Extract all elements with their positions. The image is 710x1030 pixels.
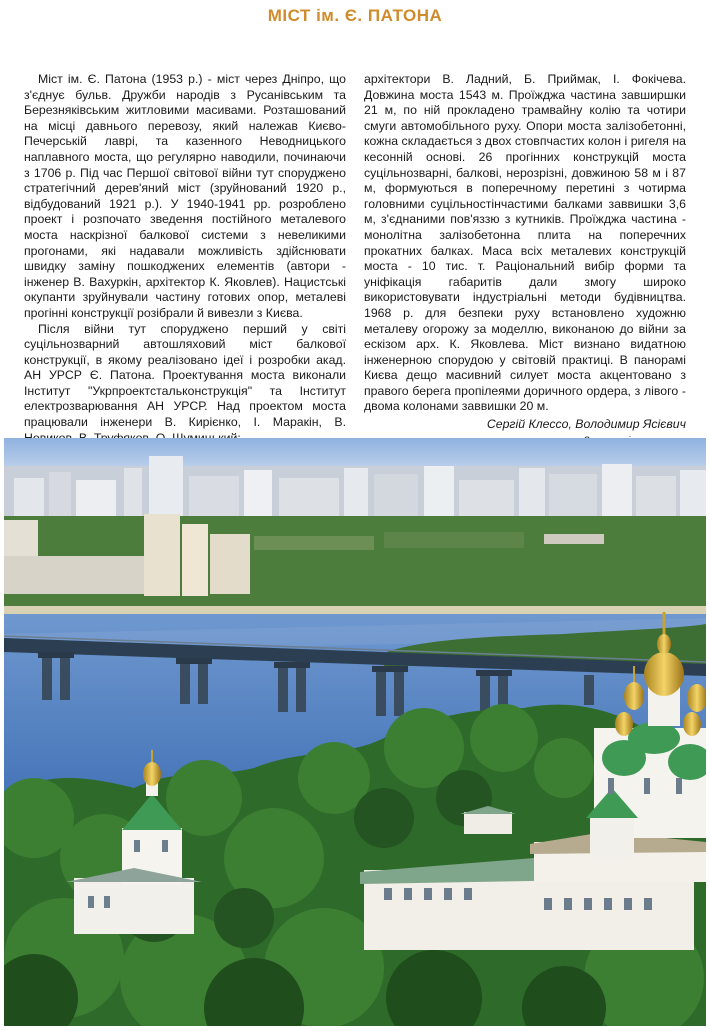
article-column-left bbox=[24, 72, 346, 446]
article-paragraph-1: Міст ім. Є. Патона (1953 р.) - міст через Дніпро, що з'єднує бульв. Дружби народів з Русанівським та Березняківським житловими масивами. Розташований на місці давнього перевозу, який належав Києво-Печерській лаврі, та казенного Неводницького наплавного моста, що регулярно наводили, починаючи з 1706 р. Під час Першої світової війни тут споруджено стратегічний дерев'яний міст (зруйнований 1920 р., відбудований 1921 р.). У 1940-1941 рр. розроблено проект і розпочато зведення постійного металевого моста наскрізної балкової системи з невеликими прогонами, які надавали можливість здійснювати швидку заміну пошкоджених елементів (автори - інженер В. Вахуркін, архітектор К. Яковлев). Нацистські окупанти зруйнували частину готових опор, металеві прогінні конструкції розібрали й вивезли з Києва. bbox=[24, 72, 346, 320]
article-paragraph-3: архітектори В. Ладний, Б. Приймак, І. Фокічева. Довжина моста 1543 м. Проїжджа частина завширшки 21 м, по ній прокладено трамвайну колію та чотири смуги автомобільного руху. Опори моста залізобетонні, кожна складається з двох стовпчастих колон і ригеля на кесонній основі. 26 прогінних конструкцій моста суцільнозварні, балкові, нерозрізні, довжиною 58 м і 87 м, формуються в поперечному перетині з чотирма головними суцільностінчастими балками заввишки 3,6 м, з'єднаними пов'яззю з кутників. Проїжджа частина - монолітна залізобетонна плита на поперечних прокатних балках. Маса всіх металевих конструкцій моста - 10 тис. т. Раціональний вибір форми та уніфікація габаритів дали змогу широко використовувати індустріальні методи будівництва. 1968 р. для безпеки руху встановлено художню металеву огорожу за моделлю, виконаною до війни за ескізом арх. К. Яковлева. Міст визнано видатною інженерною спорудою у світовій практиці. В панорамі Києва дещо масивний силует моста акцентовано з правого берега пропілеями доричного ордера, з лівого - двома колонами заввишки 20 м. bbox=[364, 72, 686, 414]
page-title: МІСТ ім. Є. ПАТОНА bbox=[267, 6, 443, 25]
article-column-right bbox=[364, 72, 686, 461]
article-paragraph-2: Після війни тут споруджено перший у світі суцільнозварний автошляховий міст балкової конструкції, в якому реалізовано ідеї і розробки акад. АН УРСР Є. Патона. Проектування моста виконали Інститут "Укрпроектстальконструкція" та Інститут електрозварювання АН УРСР. Над проектом моста працювали інженери В. Кирієнко, І. Маракін, В. bbox=[24, 321, 346, 430]
city-skyline bbox=[4, 456, 706, 526]
author-signature: Сергій Клесcо, Володимир Ясієвич bbox=[486, 417, 686, 432]
panorama-photo bbox=[4, 438, 706, 1026]
